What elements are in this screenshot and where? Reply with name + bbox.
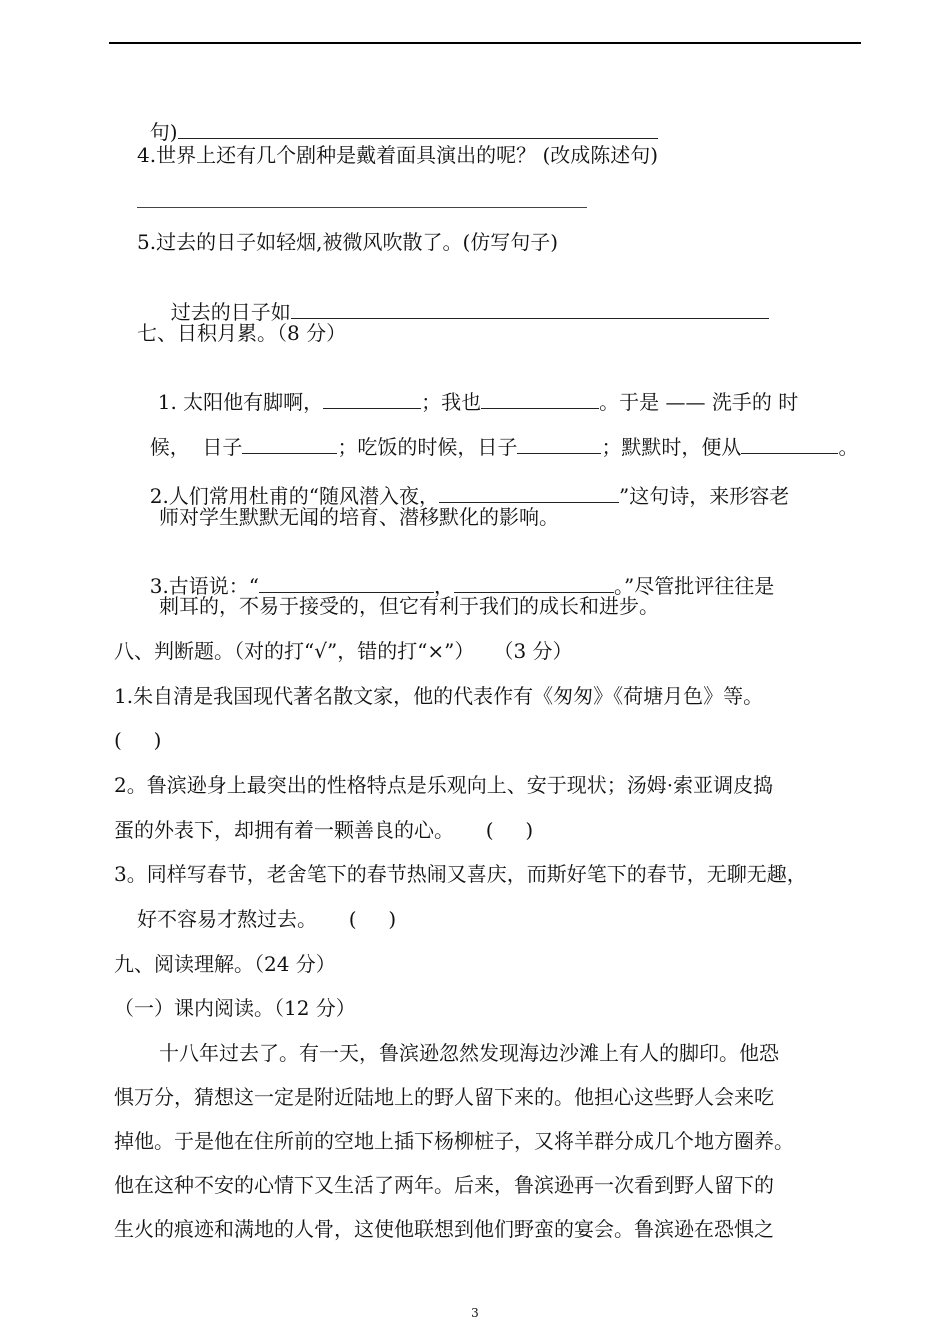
answer-blank[interactable] (137, 207, 587, 208)
q7-3-line1: 3.古语说：“ ， 。”尽管批评往往是 (149, 574, 775, 598)
q6-4: 4.世界上还有几个剧种是戴着面具演出的呢？ (改成陈述句) (137, 143, 659, 167)
passage-line: 惧万分，猜想这一定是附近陆地上的野人留下来的。他担心这些野人会来吃 (114, 1085, 774, 1109)
answer-blank[interactable] (291, 300, 769, 319)
q7-2-line1: 2.人们常用杜甫的“随风潜入夜， ”这句诗，来形容老 (149, 484, 790, 508)
q7-3-line2: 刺耳的，不易于接受的，但它有利于我们的成长和进步。 (159, 594, 659, 618)
answer-blank[interactable] (178, 120, 658, 139)
header-rule (109, 42, 861, 44)
answer-blank[interactable] (454, 574, 614, 593)
q7-2-line2: 师对学生默默无闻的培育、潜移默化的影响。 (159, 505, 559, 529)
section9-sub-heading: （一）课内阅读。（12 分） (114, 996, 356, 1020)
answer-blank[interactable] (242, 435, 337, 454)
passage-line: 生火的痕迹和满地的人骨，这使他联想到他们野蛮的宴会。鲁滨逊在恐惧之 (114, 1217, 774, 1241)
section8-heading: 八、判断题。（对的打“√”，错的打“×”） （3 分） (114, 639, 573, 663)
q7-1-line1: 1. 太阳他有脚啊， ；我也 。于是 —— 洗手的 时 (157, 390, 799, 414)
answer-blank[interactable] (517, 435, 601, 454)
q8-2-line1: 2。鲁滨逊身上最突出的性格特点是乐观向上、安于现状；汤姆·索亚调皮捣 (114, 773, 774, 797)
answer-blank[interactable] (323, 390, 421, 409)
section9-heading: 九、阅读理解。（24 分） (114, 952, 336, 976)
passage-line: 他在这种不安的心情下又生活了两年。后来，鲁滨逊再一次看到野人留下的 (114, 1173, 774, 1197)
q6-3-tail: 句) (137, 96, 658, 144)
answer-blank[interactable] (439, 484, 619, 503)
passage-line: 掉他。于是他在住所前的空地上插下杨柳桩子，又将羊群分成几个地方圈养。 (114, 1129, 794, 1153)
answer-blank[interactable] (481, 390, 599, 409)
q8-1-paren[interactable]: ( ) (114, 728, 162, 752)
q8-2-line2: 蛋的外表下，却拥有着一颗善良的心。 ( ) (114, 818, 534, 842)
q8-1: 1.朱自清是我国现代著名散文家，他的代表作有《匆匆》《荷塘月色》等。 (114, 684, 764, 708)
answer-blank[interactable] (741, 435, 838, 454)
q8-3-line2: 好不容易才熬过去。 ( ) (137, 907, 397, 931)
section7-heading: 七、日积月累。（8 分） (137, 321, 347, 345)
q7-1-line2: 候， 日子 ；吃饭的时候，日子 ；默默时，便从 。 (149, 435, 859, 459)
q8-3-line1: 3。同样写春节，老舍笔下的春节热闹又喜庆，而斯好笔下的春节，无聊无趣， (114, 862, 807, 886)
q6-5: 5.过去的日子如轻烟,被微风吹散了。(仿写句子) (137, 230, 559, 254)
answer-blank[interactable] (259, 574, 434, 593)
passage-line: 十八年过去了。有一天，鲁滨逊忽然发现海边沙滩上有人的脚印。他恐 (159, 1041, 779, 1065)
q6-5-prompt: 过去的日子如 (158, 276, 769, 324)
page-number: 3 (471, 1306, 479, 1320)
